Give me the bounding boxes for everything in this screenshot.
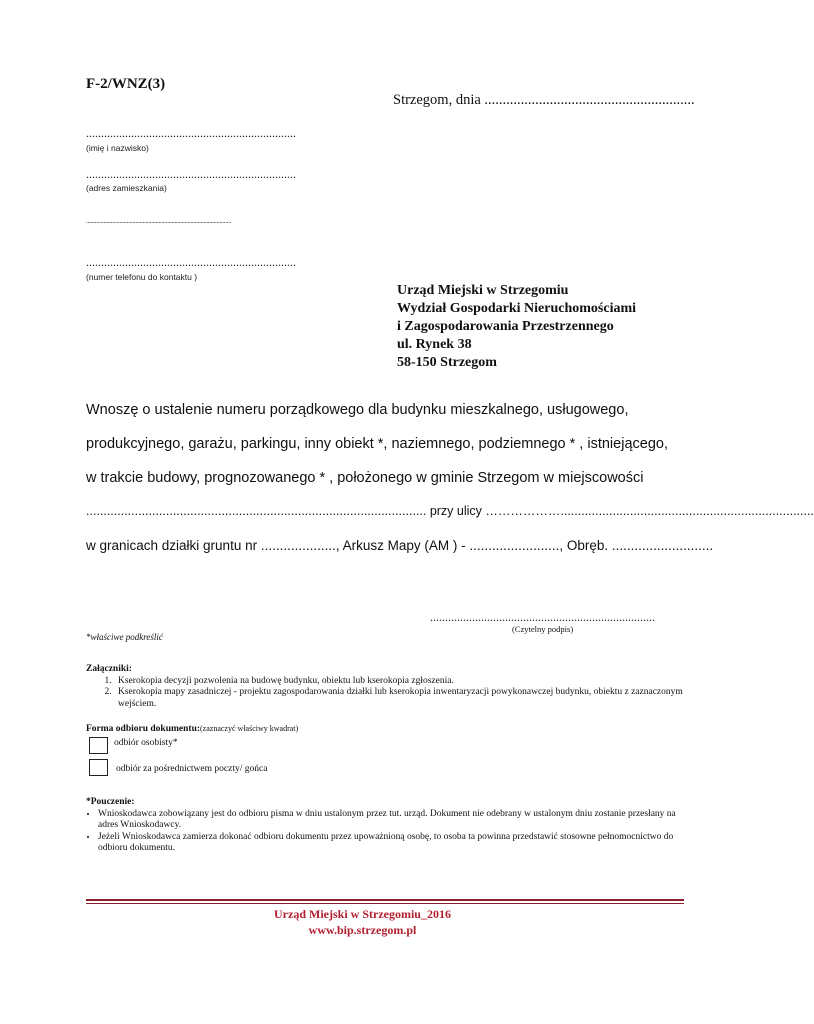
underline-note: *właściwe podkreślić — [86, 632, 163, 642]
footer-rule-thin — [86, 903, 684, 904]
delivery-title: Forma odbioru dokumentu: — [86, 724, 201, 734]
instruction-item: • Jeżeli Wnioskodawca zamierza dokonać odbioru dokumentu przez upoważnioną osobę, to osoba ta powinna przedstawić stosowne pełnomocnictwo do odbioru dokumentu. — [98, 832, 686, 855]
delivery-personal-label: odbiór osobisty* — [114, 738, 178, 748]
recipient-address — [397, 282, 636, 372]
applicant-address-field[interactable]: ...................................................................... — [86, 167, 296, 181]
request-line-1: Wnoszę o ustalenie numeru porządkowego dla budynku mieszkalnego, usługowego, — [86, 402, 629, 418]
delivery-personal-checkbox[interactable] — [89, 737, 108, 754]
recipient-line-3: i Zagospodarowania Przestrzennego — [397, 319, 614, 334]
delivery-post-label: odbiór za pośrednictwem poczty/ gońca — [116, 764, 268, 774]
date-line: Strzegom, dnia .......................................................... — [393, 92, 695, 108]
instruction-item: • Wnioskodawca zobowiązany jest do odbioru pisma w dniu ustalonym przez tut. urząd. Dokument nie odebrany w ustalonym dniu zostanie przesłany na adres Wnioskodawcy. — [98, 809, 686, 832]
recipient-line-4: ul. Rynek 38 — [397, 337, 472, 352]
request-line-2: produkcyjnego, garażu, parkingu, inny obiekt *, naziemnego, podziemnego * , istniejącego, — [86, 436, 668, 452]
recipient-line-2: Wydział Gospodarki Nieruchomościami — [397, 301, 637, 316]
footer-rule — [86, 899, 684, 901]
instruction-title: *Pouczenie: — [86, 797, 135, 807]
attachments-section — [86, 664, 686, 710]
delivery-post-checkbox[interactable] — [89, 759, 108, 776]
delivery-title-hint: (zaznaczyć właściwy kwadrat) — [200, 724, 299, 733]
request-line-5[interactable]: w granicach działki gruntu nr ...................., Arkusz Mapy (AM ) - ........................, Obręb. ........................... — [86, 538, 714, 553]
applicant-name-field[interactable]: ...................................................................... — [86, 126, 296, 140]
recipient-line-1: Urząd Miejski w Strzegomiu — [397, 283, 569, 298]
applicant-name-hint: (imię i nazwisko) — [86, 143, 149, 153]
signature-field[interactable]: ........................................................................... — [430, 610, 655, 624]
footer-office: Urząd Miejski w Strzegomiu_2016 — [274, 907, 451, 921]
instruction-section — [86, 797, 686, 855]
form-code: F-2/WNZ(3) — [86, 76, 166, 92]
applicant-address2-field[interactable]: .................................................................................................... — [86, 217, 232, 225]
delivery-title-row — [86, 724, 298, 734]
signature-hint: (Czytelny podpis) — [512, 624, 574, 634]
attachment-item: 1. Kserokopia decyzji pozwolenia na budowę budynku, obiektu lub kserokopia zgłoszenia. — [114, 676, 686, 688]
recipient-line-5: 58-150 Strzegom — [397, 355, 497, 370]
applicant-phone-field[interactable]: ...................................................................... — [86, 255, 296, 269]
request-line-3: w trakcie budowy, prognozowanego * , położonego w gminie Strzegom w miejscowości — [86, 470, 644, 486]
footer-website-link[interactable]: www.bip.strzegom.pl — [308, 923, 417, 937]
attachment-item: 2. Kserokopia mapy zasadniczej - projektu zagospodarowania działki lub kserokopia inwentaryzacji powykonawczej budynku, obiektu z zaznaczonym wejściem. — [114, 687, 686, 710]
request-line-4[interactable]: .................................................................................................. przy ulicy ………………......................................................................... — [86, 504, 814, 518]
applicant-address-hint: (adres zamieszkania) — [86, 183, 167, 193]
attachments-title: Załączniki: — [86, 664, 132, 674]
applicant-phone-hint: (numer telefonu do kontaktu ) — [86, 272, 198, 282]
